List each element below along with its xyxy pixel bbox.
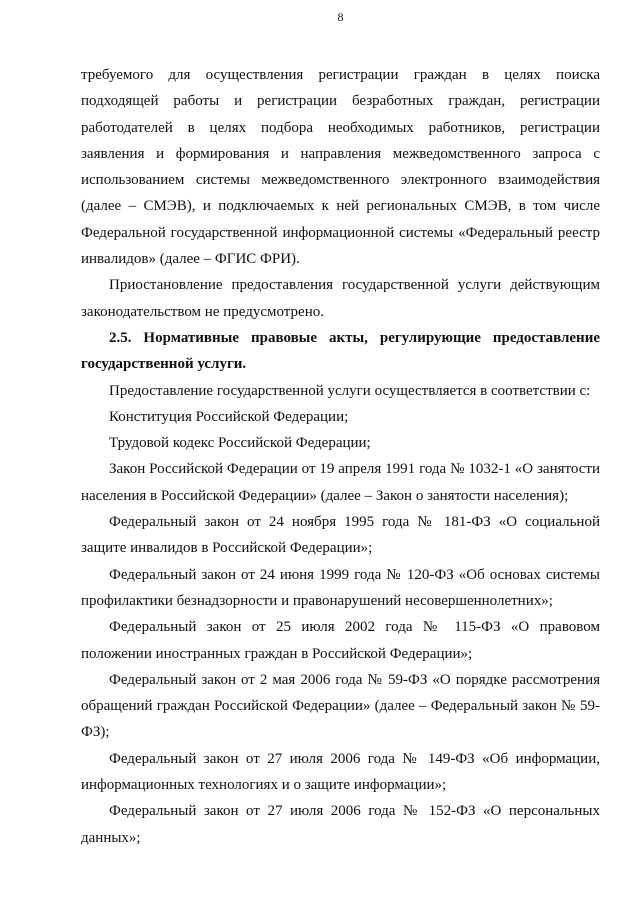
paragraph-intro: Предоставление государственной услуги осуществляется в соответствии с: <box>109 382 591 399</box>
list-item-juvenile-prevention-law: Федеральный закон от 24 июня 1999 года № 120-ФЗ «Об основах системы профилактики безнадзорности и правонарушений несовершеннолетних»; <box>81 566 600 609</box>
list-item-information-law: Федеральный закон от 27 июля 2006 года № 149-ФЗ «Об информации, информационных технологиях и о защите информации»; <box>81 750 600 794</box>
paragraph-suspension: Приостановление предоставления государственной услуги действующим законодательством не предусмотрено. <box>81 277 600 320</box>
list-item-personal-data-law: Федеральный закон от 27 июля 2006 года № 152-ФЗ «О персональных данных»; <box>81 803 600 846</box>
page-number: 8 <box>337 10 344 24</box>
list-item-citizens-appeals-law: Федеральный закон от 2 мая 2006 года № 59-ФЗ «О порядке рассмотрения обращений граждан Российской Федерации» (далее – Федеральный закон № 59-ФЗ); <box>81 671 600 741</box>
paragraph-continuation: требуемого для осуществления регистрации граждан в целях поиска подходящей работы и регистрации безработных граждан, регистрации работодателей в целях подбора необходимых работников, регистрации заявления и формирования и направления межведомственного запроса с использованием системы межведомственного электронного взаимодействия (далее – СМЭВ), и подключаемых к ней региональных СМЭВ, в том числе Федеральной государственной информационной системы «Федеральный реестр инвалидов» (далее – ФГИС ФРИ). <box>81 67 600 268</box>
list-item-foreign-citizens-law: Федеральный закон от 25 июля 2002 года № 115-ФЗ «О правовом положении иностранных граждан в Российской Федерации»; <box>81 619 600 662</box>
list-item-disabled-protection-law: Федеральный закон от 24 ноября 1995 года № 181-ФЗ «О социальной защите инвалидов в Российской Федерации»; <box>81 514 600 557</box>
list-item-labor-code: Трудовой кодекс Российской Федерации; <box>109 435 371 452</box>
list-item-employment-law: Закон Российской Федерации от 19 апреля 1991 года № 1032-1 «О занятости населения в Российской Федерации» (далее – Закон о занятости населения); <box>81 461 600 504</box>
list-item-constitution: Конституция Российской Федерации; <box>109 408 349 425</box>
section-heading-2-5: 2.5. Нормативные правовые акты, регулирующие предоставление государственной услуги. <box>81 329 600 373</box>
